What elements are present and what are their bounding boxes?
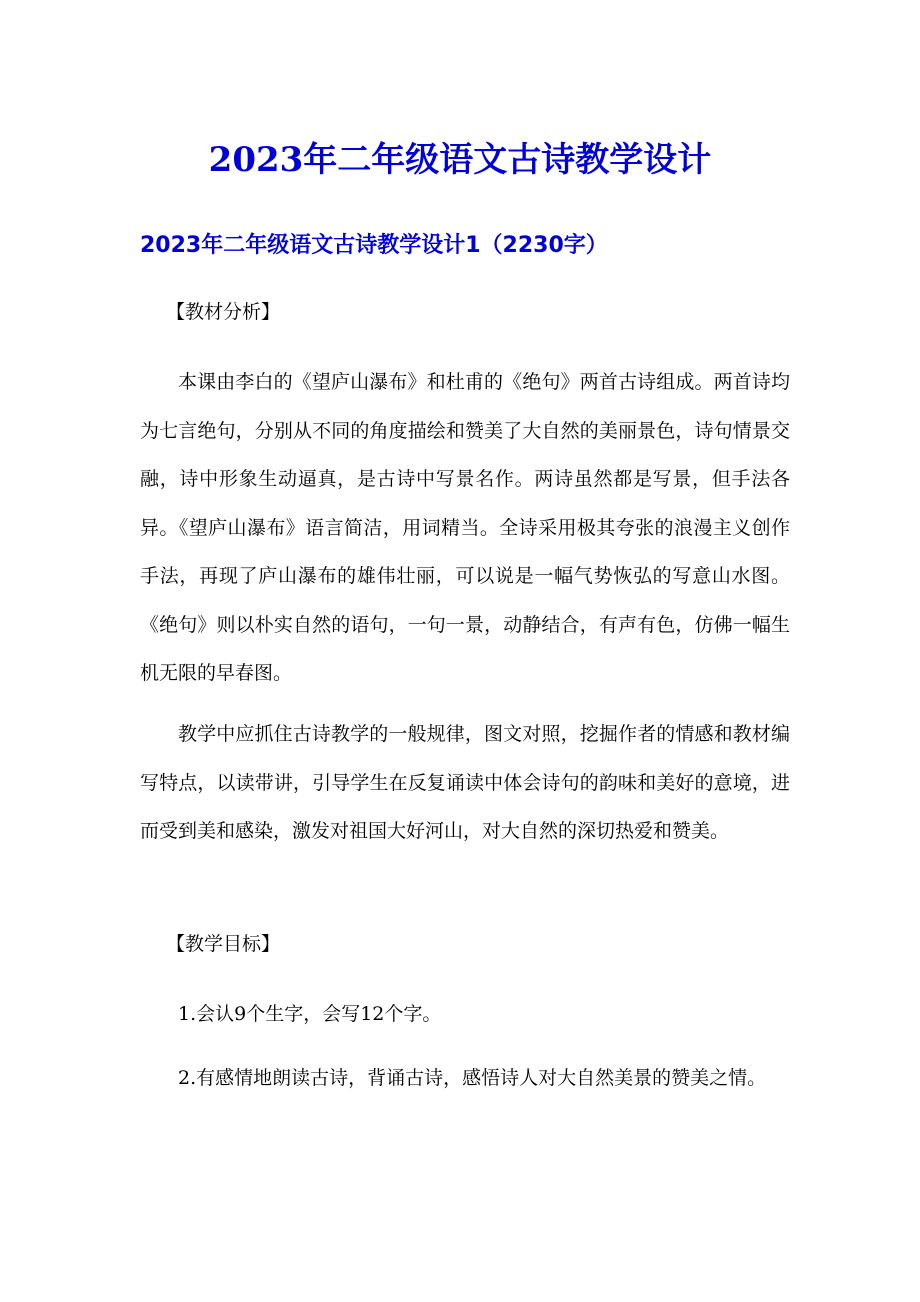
section-title: 2023年二年级语文古诗教学设计1（2230字） [140, 233, 608, 258]
document-title: 2023年二年级语文古诗教学设计 [208, 140, 712, 180]
paragraph-teaching-approach: 教学中应抓住古诗教学的一般规律，图文对照，挖掘作者的情感和教材编写特点，以读带讲，引导学生在反复诵读中体会诗句的韵味和美好的意境，进而受到美和感染，激发对祖国大好河山，对大自然的深切热爱和赞美。 [140, 723, 790, 842]
heading-teaching-goals: 【教学目标】 [166, 933, 281, 955]
goal-item-1: 1.会认9个生字，会写12个字。 [178, 1003, 442, 1025]
heading-textbook-analysis: 【教材分析】 [166, 301, 281, 323]
paragraph-textbook-analysis: 本课由李白的《望庐山瀑布》和杜甫的《绝句》两首古诗组成。两首诗均为七言绝句，分别从不同的角度描绘和赞美了大自然的美丽景色，诗句情景交融，诗中形象生动逼真，是古诗中写景名作。两诗虽然都是写景，但手法各异。《望庐山瀑布》语言简洁，用词精当。全诗采用极其夸张的浪漫主义创作手法，再现了庐山瀑布的雄伟壮丽，可以说是一幅气势恢弘的写意山水图。《绝句》则以朴实自然的语句，一句一景，动静结合，有声有色，仿佛一幅生机无限的早春图。 [140, 371, 790, 684]
goal-item-2: 2.有感情地朗读古诗，背诵古诗，感悟诗人对大自然美景的赞美之情。 [178, 1067, 767, 1089]
